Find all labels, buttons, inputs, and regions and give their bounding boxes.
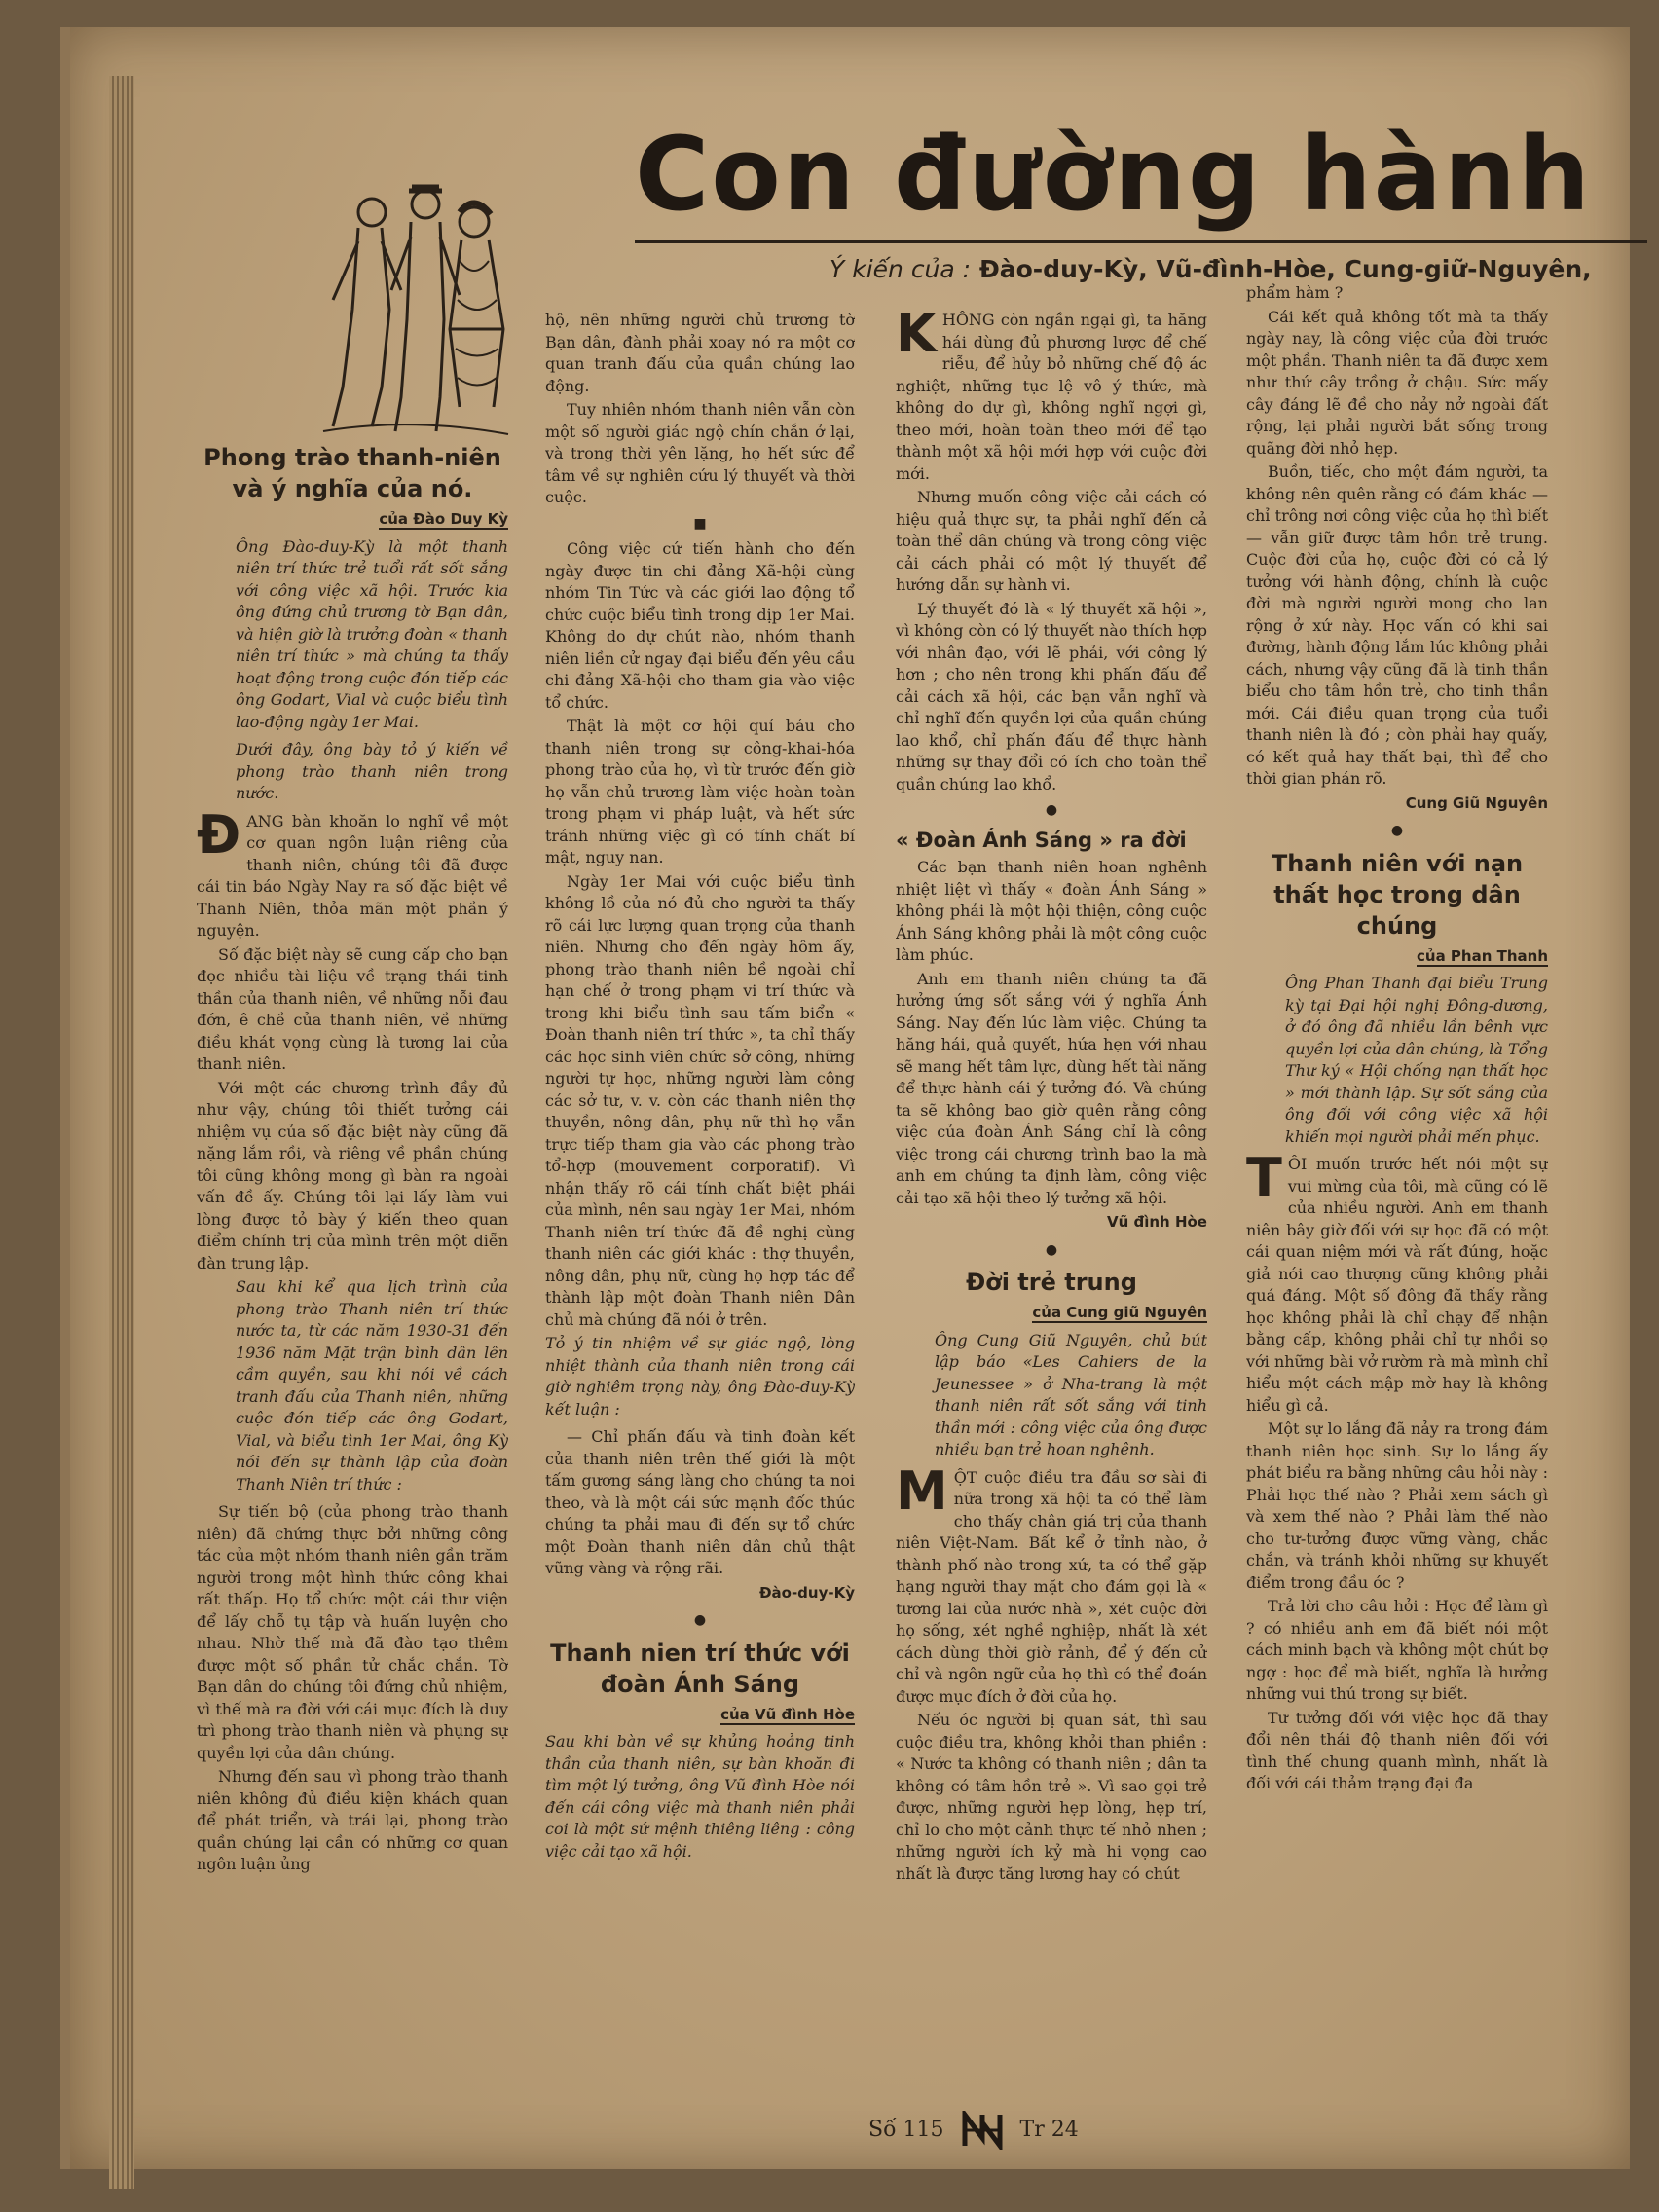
- article1-paragraph: hộ, nên những người chủ trương tờ Bạn dân, đành phải xoay nó ra một cơ quan tranh đấu của quần chúng lao động.: [545, 311, 855, 395]
- separator-dot: ●: [1045, 802, 1058, 818]
- article4-heading: Thanh niên với nạn thất học trong dân chúng: [1271, 849, 1524, 940]
- dropcap: K: [896, 310, 937, 364]
- article2-paragraph: Anh em thanh niên chúng ta đã hưởng ứng sốt sắng với ý nghĩa Ánh Sáng. Nay đến lúc làm việc. Chúng ta hăng hái, quả quyết, hứa hẹn với nhau sẽ mang hết tâm lực, dùng hết tài năng để thực hành cái ý tưởng đó. Và chúng ta sẽ không bao giờ quên rằng công việc của đoàn Ánh Sáng chỉ là công việc trong cái chương trình bao la mà anh em chúng ta định làm, công việc cải tạo xã hội theo lý tưởng xã hội.: [896, 969, 1207, 1207]
- article2-paragraph: Nhưng muốn công việc cải cách có hiệu quả thực sự, ta phải nghĩ đến cả toàn thể dân chúng và trong công việc cải cách phải có một lý thuyết để hướng dẫn sự hành vi.: [896, 488, 1207, 594]
- article3-paragraph: MỘT cuộc điều tra đầu sơ sài đi nữa trong xã hội ta có thể làm cho thấy chân giá trị của thanh niên Việt-Nam. Bất kể ở tỉnh nào, ở thành phố nào trong xứ, ta có thể gặp hạng người thay mặt cho đám gọi là « tương lai của nước nhà », xét cuộc đời họ sống, xét nghề nghiệp, nhất là xét cách dùng thời giờ rảnh, để ý đến cử chỉ và ngôn ngữ của họ thì có thể đoán được mục đích ở đời của họ.: [896, 1459, 1207, 1706]
- page-number: Tr 24: [1019, 2118, 1079, 2142]
- article3-author: của Cung giũ Nguyên: [1032, 1304, 1207, 1321]
- page-stack-edge: [109, 76, 134, 2189]
- article1-paragraph: Với một các chương trình đầy đủ như vậy, chúng tôi thiết tưởng cái nhiệm vụ của số đặc biệt này cũng đã nặng lắm rồi, và riêng về phần chúng tôi cũng không mong gì bàn ra ngoài vấn đề ấy. Chúng tôi lại lấy làm vui lòng được tỏ bày ý kiến theo quan điểm chính trị của mình trên một diễn đàn trung lập.: [197, 1078, 508, 1272]
- illustration-young-people: [313, 183, 518, 446]
- separator-dot: ■: [693, 515, 707, 532]
- dropcap: T: [1246, 1147, 1282, 1208]
- column-4: [1246, 282, 1548, 2111]
- article4-paragraph: Tư tưởng đối với việc học đã thay đổi nên thái độ thanh niên đối với tình thế chung quanh mình, nhất là đối với cái thảm trạng đại đa: [1246, 1708, 1548, 1792]
- article3-paragraph: Nếu óc người bị quan sát, thì sau cuộc điều tra, không khỏi than phiền : « Nước ta không có thanh niên ; dân ta không có tâm hồn trẻ ». Vì sao gọi trẻ được, những người hẹp lòng, hẹp trí, chỉ lo cho một cảnh thực tế nhỏ nhen ; những người ích kỷ mà hi vọng cao nhất là được tăng lương hay có chút: [896, 1711, 1207, 1883]
- article1-intro-4: Tỏ ý tin nhiệm về sự giác ngộ, lòng nhiệt thành của thanh niên trong cái giờ nghiêm trọng này, ông Đào-duy-Kỳ kết luận :: [545, 1334, 855, 1419]
- article2-subheading: « Đoàn Ánh Sáng » ra đời: [896, 828, 1187, 852]
- article2-paragraph: Các bạn thanh niên hoan nghênh nhiệt liệt vì thấy « đoàn Ánh Sáng » không phải là một hội thiện, công cuộc Ánh Sáng không phải là một công cuộc làm phúc.: [896, 858, 1207, 964]
- column-1: [197, 436, 508, 2111]
- article1-paragraph: Sự tiến bộ (của phong trào thanh niên) đã chứng thực bởi những công tác của một nhóm thanh niên gần trăm người trong một hình thức công khai rất thấp. Họ tổ chức một cái thư viện để lấy chỗ tụ tập và huấn luyện cho nhau. Nhờ thế mà đã đào tạo thêm được một số phần tử chắc chắn. Tờ Bạn dân do chúng tôi đứng chủ nhiệm, vì thế mà ra đời với cái mục đích là duy trì phong trào thanh niên và phụng sự quyền lợi của dân chúng.: [197, 1502, 508, 1762]
- article3-heading: Đời trẻ trung: [966, 1269, 1137, 1296]
- separator-dot: ●: [693, 1612, 707, 1628]
- title-rule: [635, 240, 1647, 243]
- column-2: [545, 310, 855, 2111]
- article3-paragraph: phẩm hàm ?: [1246, 283, 1344, 302]
- newspaper-logo-icon: [961, 2111, 1004, 2150]
- article2-paragraph: Lý thuyết đó là « lý thuyết xã hội », vì không còn có lý thuyết nào thích hợp với nhân đạo, với lẽ phải, với công lý hơn ; cho nên trong khi phấn đấu để cải cách xã hội, các bạn vẫn nghĩ và chỉ nghĩ đến quyền lợi của quần chúng lao khổ, chỉ phấn đấu để thực hành những sự thay đổi có ích cho toàn thể quần chúng lao khổ.: [896, 599, 1207, 793]
- article1-paragraph: Công việc cứ tiến hành cho đến ngày được tin chi đảng Xã-hội cùng nhóm Tin Tức và các giới lao động tổ chức cuộc biểu tình trong dịp 1er Mai. Không do dự chút nào, nhóm thanh niên liền cử ngay đại biểu đến yêu cầu chi đảng Xã-hội cho tham gia vào việc tổ chức.: [545, 539, 855, 712]
- article1-heading: Phong trào thanh-niên và ý nghĩa của nó.: [203, 444, 501, 502]
- dropcap: M: [896, 1459, 948, 1522]
- page-title: Con đường hành: [635, 115, 1592, 234]
- article2-paragraph: KHÔNG còn ngần ngại gì, ta hăng hái dùng đủ phương lược để chế riễu, để hủy bỏ những chế độ ác nghiệt, những tục lệ vô ý thức, mà không do dự gì, không nghĩ ngợi gì, theo mới, hoàn toàn theo mới để tạo thành một xã hội mới hợp với cuộc đời mới.: [896, 310, 1207, 483]
- dropcap: Đ: [197, 803, 241, 866]
- separator-dot: ●: [1390, 823, 1404, 838]
- separator-dot: ●: [1045, 1241, 1058, 1258]
- byline-names: Đào-duy-Kỳ, Vũ-đình-Hòe, Cung-giữ-Nguyên,: [978, 255, 1592, 283]
- article3-intro: Ông Cung Giũ Nguyên, chủ bút lập báo «Les Cahiers de la Jeunessee » ở Nha-trang là một thanh niên rất sốt sắng với tinh thần mới : công việc của ông được nhiều bạn trẻ hoan nghênh.: [935, 1330, 1207, 1458]
- article2-author: của Vũ đình Hòe: [720, 1705, 855, 1723]
- column-3: [896, 310, 1207, 2111]
- article1-paragraph: Số đặc biệt này sẽ cung cấp cho bạn đọc nhiều tài liệu về trạng thái tinh thần của thanh niên, về những nỗi đau đớn, ê chề của thanh niên, về những điều khát vọng cùng là tương lai của thanh niên.: [197, 944, 508, 1073]
- page-footer: [868, 2111, 1161, 2150]
- article3-signature: Cung Giũ Nguyên: [1405, 793, 1548, 812]
- byline-lead: Ý kiến của :: [830, 255, 972, 283]
- article1-intro-3: Sau khi kể qua lịch trình của phong trào Thanh niên trí thức nước ta, từ các năm 1930-31 đến 1936 năm Mặt trận bình dân lên cầm quyền, sau khi nói về cách tranh đấu của Thanh niên, những cuộc đón tiếp các ông Godart, Vial, và biểu tình 1er Mai, ông Kỳ nói đến sự thành lập của đoàn Thanh Niên trí thức :: [236, 1277, 508, 1493]
- article3-paragraph: Cái kết quả không tốt mà ta thấy ngày nay, là công việc của đời trước một phần. Thanh niên ta đã được xem như thứ cây trồng ở chậu. Sức mấy cây đáng lẽ đề cho nảy nở ngoài đất rộng, lại phải người bắt sống trong quãng đời nhỏ hẹp.: [1246, 307, 1548, 458]
- article4-author: của Phan Thanh: [1417, 946, 1548, 965]
- article4-paragraph: Một sự lo lắng đã nảy ra trong đám thanh niên học sinh. Sự lo lắng ấy phát biểu ra bằng những câu hỏi này : Phải học thế nào ? Phải xem sách gì và xem thế nào ? Phải làm thế nào cho tư-tưởng được vững vàng, chắc chắn, và tránh khỏi những sự khuyết điểm trong đầu óc ?: [1246, 1419, 1548, 1592]
- article2-heading: Thanh nien trí thức với đoàn Ánh Sáng: [550, 1639, 850, 1698]
- article1-paragraph: Thật là một cơ hội quí báu cho thanh niên trong sự công-khai-hóa phong trào của họ, vì từ trước đến giờ họ vẫn chủ trương làm việc hoàn toàn trong phạm vi pháp luật, và hết sức tránh những việc gì có tính chất bí mật, nguy nan.: [545, 717, 855, 866]
- issue-number: Số 115: [868, 2118, 944, 2142]
- article1-paragraph: ĐANG bàn khoăn lo nghĩ về một cơ quan ngôn luận riêng của thanh niên, chúng tôi đã được cái tin báo Ngày Nay ra số đặc biệt về Thanh Niên, thỏa mãn một phần ý nguyện.: [197, 803, 508, 940]
- article3-paragraph: Buồn, tiếc, cho một đám người, ta không nên quên rằng có đám khác — chỉ trông nơi công việc của họ thì biết — vẫn giữ được tâm hồn trẻ trung. Cuộc đời của họ, cuộc đời có cả lý tưởng với hành động, chính là cuộc đời mà người người mong cho lan rộng ở xứ này. Học vấn có khi sai đường, hành động lắm lúc không phải cách, nhưng vậy cũng đã là tinh thần biểu cho tâm hồn trẻ, cho tinh thần mới. Cái điều quan trọng của tuổi thanh niên là đó ; còn phải hay quấy, có kết quả hay thất bại, thì để cho thời gian phán rõ.: [1246, 462, 1548, 788]
- article1-author: của Đào Duy Kỳ: [379, 510, 508, 528]
- article1-paragraph: — Chỉ phấn đấu và tinh đoàn kết của thanh niên trên thế giới là một tấm gương sáng làng cho chúng ta noi theo, và là một cái sức mạnh đốc thúc chúng ta phải mau đi đến sự tổ chức một Đoàn thanh niên dân chủ thật vững vàng và rộng rãi.: [545, 1427, 855, 1577]
- newspaper-page: [60, 27, 1630, 2169]
- article1-paragraph: Nhưng đến sau vì phong trào thanh niên không đủ điều kiện khách quan để phát triển, và trái lại, phong trào quần chúng lại cần có những cơ quan ngôn luận ủng: [197, 1767, 508, 1873]
- byline: [830, 255, 1647, 283]
- article1-intro: Ông Đào-duy-Kỳ là một thanh niên trí thức trẻ tuổi rất sốt sắng với công việc xã hội. Trước kia ông đứng chủ trương tờ Bạn dân, và hiện giờ là trưởng đoàn « thanh niên trí thức » mà chúng ta thấy hoạt động trong cuộc đón tiếp các ông Godart, Vial và cuộc biểu tình lao-động ngày 1er Mai.: [236, 536, 508, 731]
- article2-intro: Sau khi bàn về sự khủng hoảng tinh thần của thanh niên, sự bàn khoăn đi tìm một lý tưởng, ông Vũ đình Hòe nói đến cái công việc mà thanh niên phải coi là một sứ mệnh thiêng liêng : công việc cải tạo xã hội.: [545, 1732, 855, 1861]
- article4-paragraph: TÔI muốn trước hết nói một sự vui mừng của tôi, mà cũng có lẽ của nhiều người. Anh em thanh niên bây giờ đối với sự học đã có một cái quan niệm mới và rất đúng, hoặc giả nói cao thượng cũng không phải quá đáng. Một số đông đã thấy rằng học không phải là chỉ chạy để nhận bằng cấp, không phải chỉ tự nhồi sọ với những bài vở rườm rà mà mình chỉ hiểu một cách mập mờ hay là không hiểu gì cả.: [1246, 1147, 1548, 1415]
- article4-intro: Ông Phan Thanh đại biểu Trung kỳ tại Đại hội nghị Đông-dương, ở đó ông đã nhiều lần bênh vực quyền lợi của dân chúng, là Tổng Thư ký « Hội chống nạn thất học » mới thành lập. Sự sốt sắng của ông đối với công việc xã hội khiến mọi người phải mến phục.: [1285, 974, 1548, 1146]
- article4-paragraph: Trả lời cho câu hỏi : Học để làm gì ? có nhiều anh em đã biết nói một cách minh bạch và không một chút bợ ngợ : học để mà biết, nghĩa là hưởng những vui thú trong sự biết.: [1246, 1597, 1548, 1703]
- article2-signature: Vũ đình Hòe: [1106, 1213, 1207, 1231]
- article1-paragraph: Tuy nhiên nhóm thanh niên vẫn còn một số người giác ngộ chín chắn ở lại, và trong thời yên lặng, họ hết sức để tâm về sự nghiên cứu lý thuyết và thời cuộc.: [545, 400, 855, 506]
- article1-intro-2: Dưới đây, ông bày tỏ ý kiến về phong trào thanh niên trong nước.: [236, 740, 508, 802]
- article1-paragraph: Ngày 1er Mai với cuộc biểu tình không lồ của nó đủ cho người ta thấy rõ cái lực lượng quan trọng của thanh niên. Nhưng cho đến ngày hôm ấy, phong trào thanh niên bề ngoài chỉ hạn chế ở trong phạm vi trí thức và trong khi biểu tình sau tấm biển « Đoàn thanh niên trí thức », ta chỉ thấy các học sinh viên chức sở công, những người tự học, những người làm công các sở tư, v. v. còn các thanh niên thợ thuyền, nông dân, phụ nữ thì họ vẫn trực tiếp tham gia vào các phong trào tổ-hợp (mouvement corporatif). Vì nhận thấy rõ cái tính chất biệt phái của mình, nên sau ngày 1er Mai, nhóm Thanh niên trí thức đã đề nghị cùng thanh niên các giới khác : thợ thuyền, nông dân, phụ nữ, cùng họ hợp tác để thành lập một đoàn Thanh niên Dân chủ mà chúng đã nói ở trên.: [545, 871, 855, 1329]
- article1-signature: Đào-duy-Kỳ: [758, 1583, 855, 1602]
